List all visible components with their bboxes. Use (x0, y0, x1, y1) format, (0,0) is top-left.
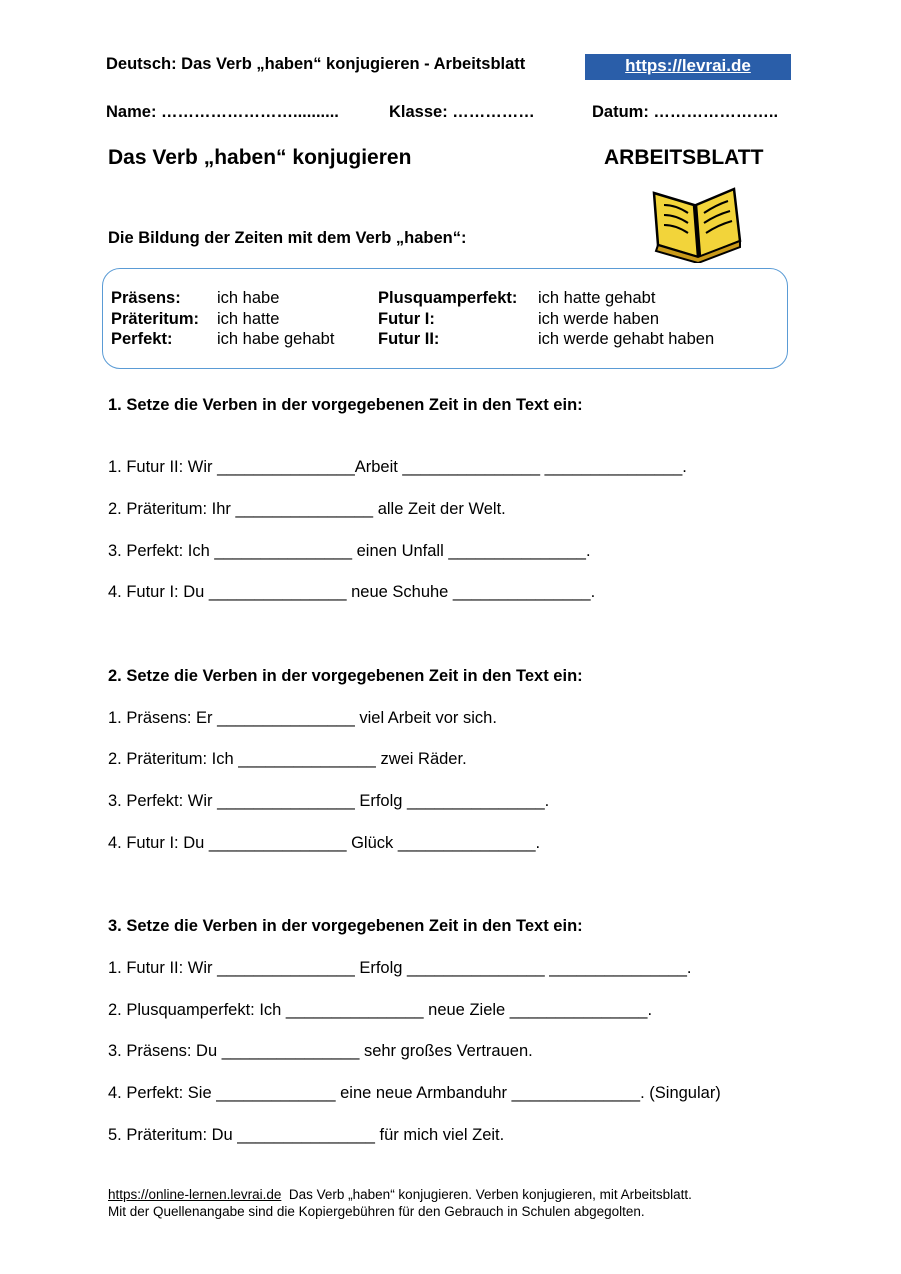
tense-form: ich werde gehabt haben (538, 330, 715, 348)
exercise-item: 2. Präteritum: Ich _______________ zwei Räder. (108, 750, 467, 768)
exercise-item: 1. Futur II: Wir _______________ Erfolg _______________ _______________. (108, 959, 692, 977)
tense-label: Präsens: (111, 289, 181, 307)
footer-link[interactable]: https://online-lernen.levrai.de (108, 1187, 282, 1202)
exercise-item: 4. Futur I: Du _______________ neue Schuhe _______________. (108, 583, 596, 601)
exercise-2-heading: 2. Setze die Verben in der vorgegebenen Zeit in den Text ein: (108, 667, 583, 685)
exercise-item: 3. Perfekt: Ich _______________ einen Unfall _______________. (108, 542, 591, 560)
tense-form: ich werde haben (538, 310, 660, 328)
tense-label: Futur II: (378, 330, 440, 348)
exercise-item: 4. Futur I: Du _______________ Glück _______________. (108, 834, 541, 852)
name-field: Name: …………………….......... (106, 103, 339, 121)
formation-heading: Die Bildung der Zeiten mit dem Verb „haben“: (108, 229, 467, 247)
exercise-item: 2. Plusquamperfekt: Ich _______________ neue Ziele _______________. (108, 1001, 653, 1019)
date-field: Datum: ………………….. (592, 103, 779, 121)
exercise-item: 3. Präsens: Du _______________ sehr großes Vertrauen. (108, 1042, 533, 1060)
tense-label: Futur I: (378, 310, 435, 328)
tense-form: ich habe gehabt (217, 330, 335, 348)
footer (108, 1186, 692, 1220)
footer-copyright: Mit der Quellenangabe sind die Kopiergebühren für den Gebrauch in Schulen abgegolten. (108, 1204, 645, 1219)
exercise-item: 1. Futur II: Wir _______________Arbeit _______________ _______________. (108, 458, 687, 476)
tense-form: ich habe (217, 289, 280, 307)
exercise-1-heading: 1. Setze die Verben in der vorgegebenen Zeit in den Text ein: (108, 396, 583, 414)
tense-label: Präteritum: (111, 310, 200, 328)
tense-form: ich hatte gehabt (538, 289, 656, 307)
tense-label: Perfekt: (111, 330, 173, 348)
tense-overview-box (102, 268, 788, 369)
exercise-item: 2. Präteritum: Ihr _______________ alle Zeit der Welt. (108, 500, 506, 518)
tense-label: Plusquamperfekt: (378, 289, 518, 307)
page-title: Das Verb „haben“ konjugieren (108, 146, 412, 169)
class-field: Klasse: …………… (389, 103, 535, 121)
open-book-icon (648, 183, 744, 268)
header-title: Deutsch: Das Verb „haben“ konjugieren - Arbeitsblatt (106, 55, 526, 73)
worksheet-badge: ARBEITSBLATT (604, 146, 764, 169)
exercise-3-heading: 3. Setze die Verben in der vorgegebenen Zeit in den Text ein: (108, 917, 583, 935)
tense-form: ich hatte (217, 310, 280, 328)
exercise-item: 4. Perfekt: Sie _____________ eine neue Armbanduhr ______________. (Singular) (108, 1084, 721, 1102)
footer-text: Das Verb „haben“ konjugieren. Verben konjugieren, mit Arbeitsblatt. (288, 1187, 692, 1202)
site-link[interactable]: https://levrai.de (585, 54, 791, 80)
exercise-item: 1. Präsens: Er _______________ viel Arbeit vor sich. (108, 709, 497, 727)
exercise-item: 3. Perfekt: Wir _______________ Erfolg _______________. (108, 792, 550, 810)
exercise-item: 5. Präteritum: Du _______________ für mich viel Zeit. (108, 1126, 505, 1144)
